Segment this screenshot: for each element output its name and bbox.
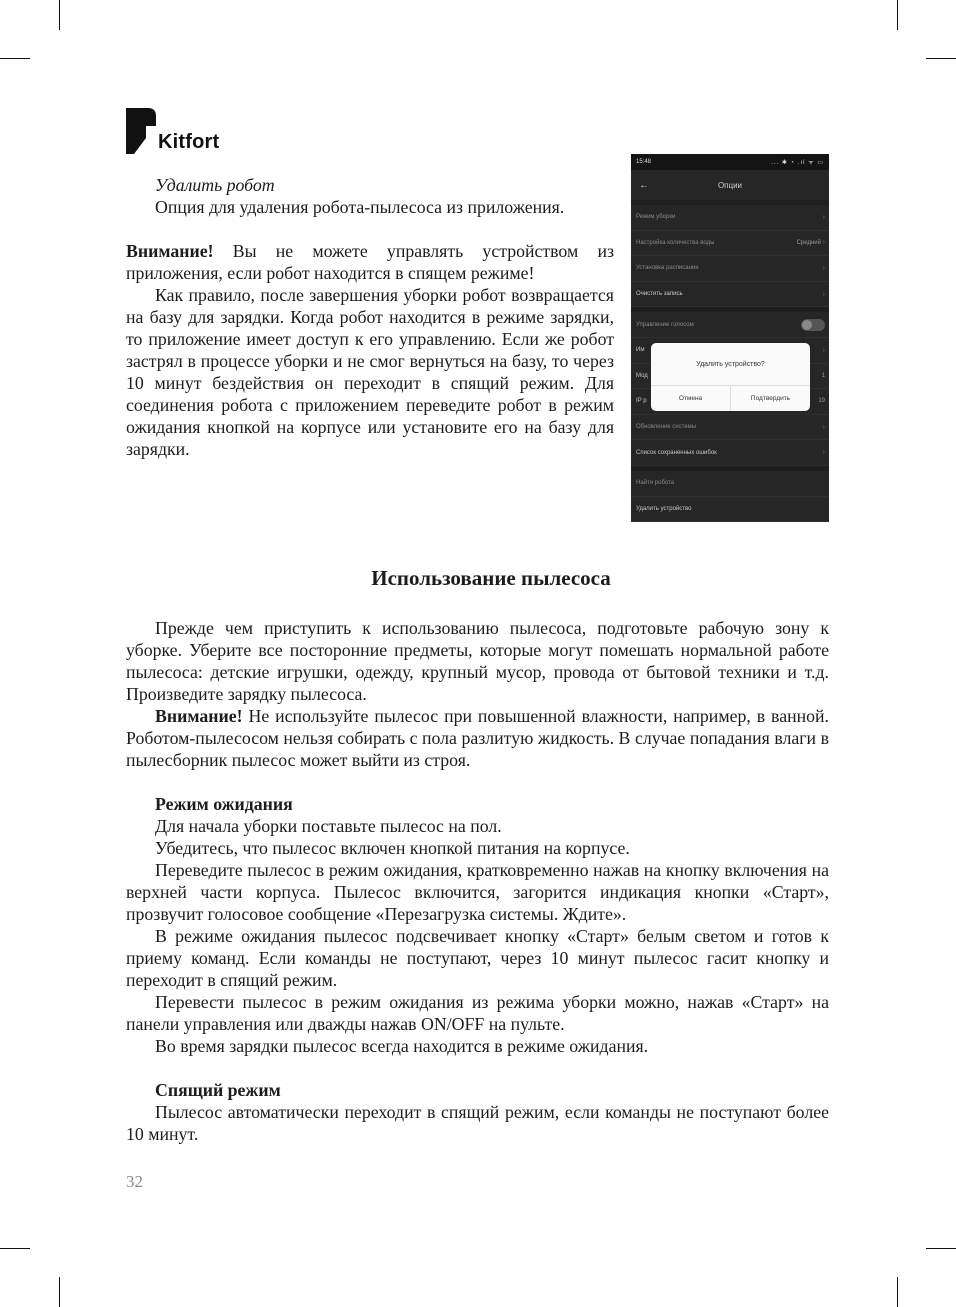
dialog-question: Удалить устройство? bbox=[651, 343, 810, 386]
voice-toggle[interactable] bbox=[801, 319, 825, 331]
subheading-sleep bbox=[126, 1079, 829, 1101]
option-label: Управление голосом bbox=[636, 321, 694, 328]
confirm-button[interactable]: Подтвердить bbox=[730, 386, 810, 411]
chevron-right-icon: › bbox=[822, 213, 825, 221]
option-label: Удалить устройство bbox=[636, 505, 692, 512]
body-paragraph: В режиме ожидания пылесос подсвечивает кнопку «Старт» белым светом и готов к приему команд. Если команды не поступают, через 10 минут пылесос гасит кнопку и переходит в спящий режим. bbox=[126, 926, 829, 990]
warning-paragraph bbox=[126, 705, 829, 771]
brand-name: Kitfort bbox=[158, 131, 220, 153]
option-row[interactable] bbox=[631, 415, 829, 441]
crop-mark bbox=[59, 1277, 60, 1307]
option-row[interactable] bbox=[631, 256, 829, 282]
status-time: 15:48 bbox=[636, 159, 652, 165]
body-paragraph: Прежде чем приступить к использованию пылесоса, подготовьте рабочую зону к уборке. Уберите все посторонние предметы, которые могут помешать нормальной работе пылесоса: детские игрушки, одежду, крупный мусор, провода от бытовой техники и т.д. Произведите зарядку пылесоса. bbox=[126, 618, 829, 704]
option-label: Список сохраненных ошибок bbox=[636, 449, 717, 456]
intro-text-block bbox=[126, 174, 614, 460]
crop-mark bbox=[926, 58, 956, 59]
intro-paragraph: Как правило, после завершения уборки робот возвращается на базу для зарядки. Когда робот находится в режиме зарядки, то приложение имеет доступ к его управлению. Если же робот застрял в процессе уборки и не смог вернуться на базу, то через 10 минут бездействия он переходит в спящий режим. Для соединения робота с приложением переведите робот в режим ожидания кнопкой на корпусе или установите его на базу для зарядки. bbox=[126, 285, 614, 459]
intro-warning bbox=[126, 240, 614, 284]
option-label: Обновление системы bbox=[636, 424, 697, 431]
option-value: 1 bbox=[821, 372, 825, 379]
option-label: Режим уборки bbox=[636, 214, 676, 221]
intro-subheading: Удалить робот bbox=[155, 175, 275, 195]
app-screenshot bbox=[631, 154, 829, 522]
body-paragraph: Убедитесь, что пылесос включен кнопкой питания на корпусе. bbox=[155, 838, 630, 858]
kitfort-logo-icon bbox=[126, 108, 156, 154]
chevron-right-icon: › bbox=[822, 264, 825, 272]
option-label: Настройка количества воды bbox=[636, 239, 715, 246]
option-row[interactable] bbox=[631, 205, 829, 231]
option-label: Очистить запись bbox=[636, 291, 683, 298]
body-paragraph: Пылесос автоматически переходит в спящий режим, если команды не поступают более 10 минут. bbox=[126, 1102, 829, 1144]
page-number: 32 bbox=[126, 1172, 143, 1191]
chevron-right-icon: › bbox=[822, 290, 825, 298]
chevron-right-icon: › bbox=[822, 346, 825, 354]
option-label: IP р bbox=[636, 398, 647, 405]
option-row bbox=[631, 312, 829, 338]
option-value: 19 bbox=[818, 398, 825, 405]
back-arrow-icon[interactable]: ← bbox=[639, 179, 649, 191]
body-paragraph: Переведите пылесос в режим ожидания, кратковременно нажав на кнопку включения на верхней части корпуса. Пылесос включится, загорится индикация кнопки «Старт», прозвучит голосовое сообщение «Перезагрузка системы. Ждите». bbox=[126, 860, 829, 924]
main-text-block bbox=[126, 617, 829, 1145]
chevron-right-icon: › bbox=[822, 423, 825, 431]
option-row[interactable] bbox=[631, 471, 829, 497]
option-row[interactable] bbox=[631, 231, 829, 257]
option-row[interactable] bbox=[631, 497, 829, 522]
crop-mark bbox=[0, 58, 30, 59]
option-row[interactable] bbox=[631, 282, 829, 308]
crop-mark bbox=[926, 1248, 956, 1249]
option-label: Найти робота bbox=[636, 480, 675, 487]
body-paragraph: Во время зарядки пылесос всегда находится в режиме ожидания. bbox=[155, 1036, 649, 1056]
option-value: Средний bbox=[796, 240, 821, 247]
subheading-text: Режим ожидания bbox=[155, 794, 293, 814]
app-title: Опции bbox=[717, 180, 743, 190]
crop-mark bbox=[0, 1248, 30, 1249]
app-header bbox=[631, 170, 829, 200]
delete-device-dialog bbox=[651, 343, 810, 411]
option-label: Мод bbox=[636, 372, 648, 379]
body-paragraph: Для начала уборки поставьте пылесос на пол. bbox=[155, 816, 502, 836]
subheading-text: Спящий режим bbox=[155, 1080, 281, 1100]
warning-text: Не используйте пылесос при повышенной влажности, например, в ванной. Роботом-пылесосом нельзя собирать с пола разлитую жидкость. В случае попадания влаги в пылесборник пылесос может выйти из строя. bbox=[126, 706, 829, 770]
cancel-button[interactable]: Отмена bbox=[678, 395, 703, 402]
chevron-right-icon: › bbox=[822, 239, 825, 247]
warning-label: Внимание! bbox=[126, 241, 214, 261]
section-title: Использование пылесоса bbox=[371, 566, 611, 590]
brand-logo bbox=[126, 108, 219, 154]
status-bar bbox=[631, 154, 829, 170]
option-row[interactable] bbox=[631, 440, 829, 466]
option-label: Установка расписания bbox=[636, 265, 699, 272]
warning-label: Внимание! bbox=[155, 706, 243, 726]
intro-paragraph: Опция для удаления робота-пылесоса из приложения. bbox=[155, 197, 565, 217]
status-icons: ... ✱ ◔ .ıl ᯤ ▭ bbox=[771, 160, 824, 166]
warning-text: Вы не можете управлять устройством из приложения, если робот находится в спящем режиме! bbox=[126, 241, 614, 283]
crop-mark bbox=[59, 0, 60, 30]
body-paragraph: Перевести пылесос в режим ожидания из режима уборки можно, нажав «Старт» на панели управления или дважды нажав ON/OFF на пульте. bbox=[126, 992, 829, 1034]
option-label: Им bbox=[636, 347, 645, 354]
chevron-right-icon: › bbox=[822, 449, 825, 457]
crop-mark bbox=[897, 0, 898, 30]
crop-mark bbox=[897, 1277, 898, 1307]
subheading-standby bbox=[126, 793, 829, 815]
